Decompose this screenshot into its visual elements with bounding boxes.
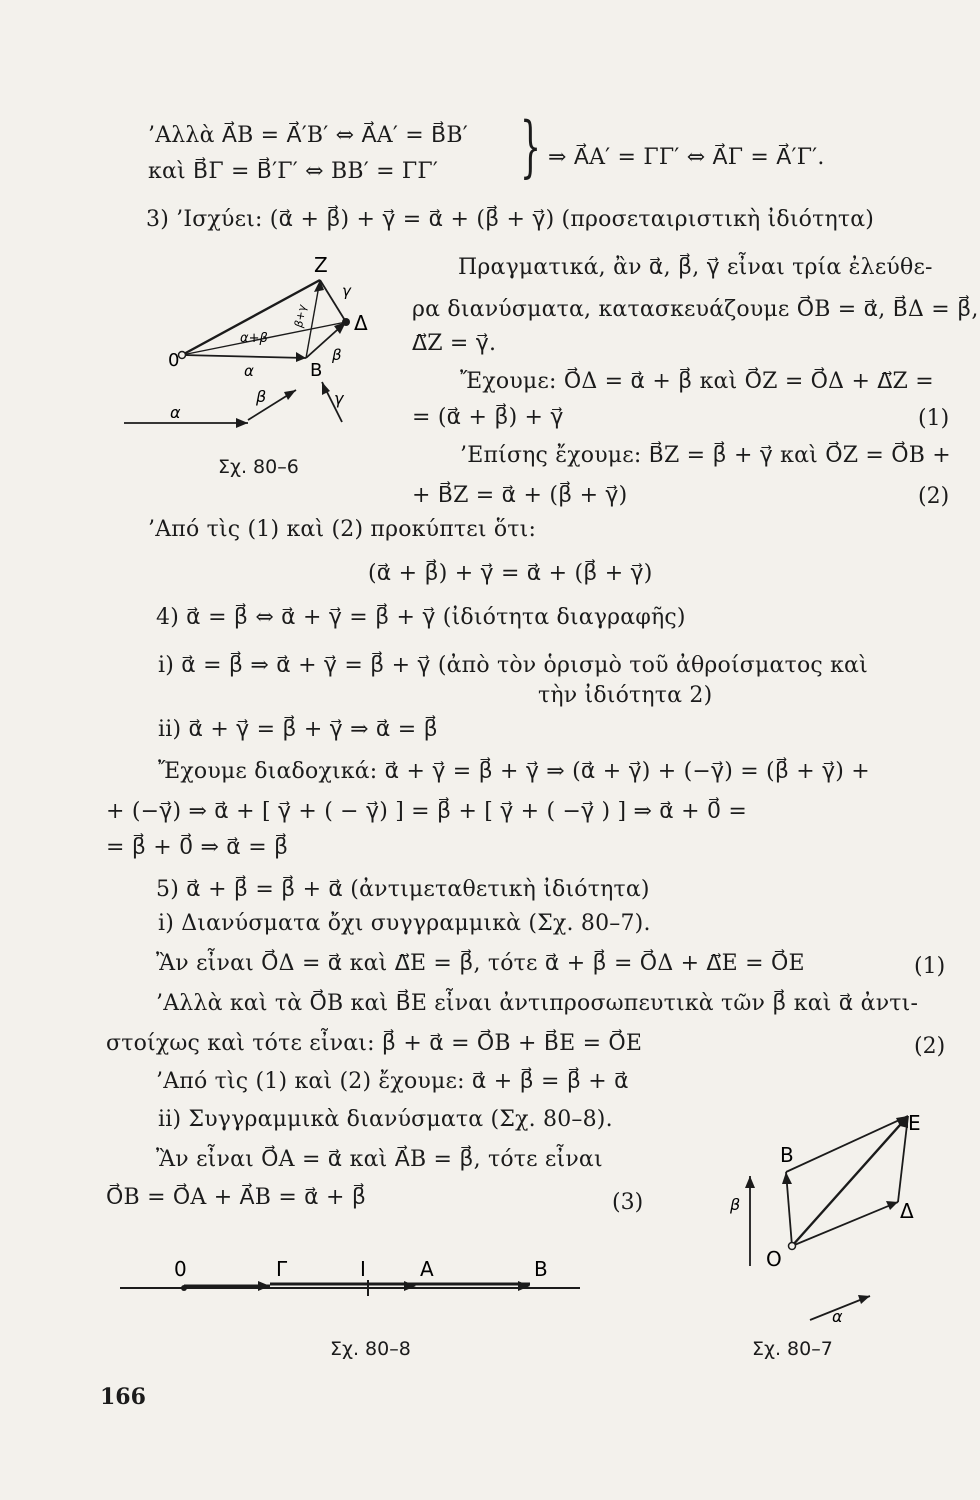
label-b-8: B [534,1257,548,1281]
text-line-9: ’Επίσης ἔχουμε: B⃗Z = β⃗ + γ⃗ καὶ O⃗Z = O⃗B + [460,443,951,468]
figure-80-6 [110,250,490,490]
text-line-25: ’Από τὶς (1) καὶ (2) ἔχουμε: α⃗ + β⃗ = β⃗ + α⃗ [156,1069,629,1094]
text-line-3: 3) ’Ισχύει: (α⃗ + β⃗) + γ⃗ = α⃗ + (β⃗ + γ⃗) (προσεταιριστικὴ ἰδιότητα) [146,207,875,232]
label-z: Z [314,253,328,277]
label-beta: β [332,346,342,364]
figure-80-6-caption: Σχ. 80–6 [218,456,299,478]
label-alpha-7: α [832,1307,843,1326]
equation-number-2b: (2) [914,1034,946,1059]
page-number: 166 [100,1384,146,1410]
text-line-4: Πραγματικά, ἂν α⃗, β⃗, γ⃗ εἶναι τρία ἐλεύθε- [458,255,933,280]
label-o-8: 0 [174,1257,187,1281]
text-line-7: Ἔχουμε: O⃗Δ = α⃗ + β⃗ καὶ O⃗Z = O⃗Δ + Δ⃗Z = [460,369,934,394]
point-o-7 [789,1243,796,1250]
figure-80-7-caption: Σχ. 80–7 [752,1338,833,1360]
label-free-gamma: γ [334,389,344,408]
label-alpha: α [244,362,254,380]
text-line-14: i) α⃗ = β⃗ ⇒ α⃗ + γ⃗ = β⃗ + γ⃗ (ἀπὸ τὸν ὁρισμὸ τοῦ ἀθροίσματος καὶ [158,653,868,678]
label-gamma: γ [342,282,351,300]
text-line-15: τὴν ἰδιότητα 2) [538,683,713,708]
text-line-6: Δ⃗Z = γ⃗. [412,331,497,356]
text-line-20: 5) α⃗ + β⃗ = β⃗ + α⃗ (ἀντιμεταθετικὴ ἰδιότητα) [156,877,650,902]
brace: } [520,108,541,185]
label-delta: Δ [354,311,368,335]
text-line-21: i) Διανύσματα ὄχι συγγραμμικὰ (Σχ. 80–7). [158,911,651,936]
label-delta-7: Δ [900,1199,914,1223]
text-line-13: 4) α⃗ = β⃗ ⇔ α⃗ + γ⃗ = β⃗ + γ⃗ (ἰδιότητα διαγραφῆς) [156,605,686,630]
text-line-22: Ἂν εἶναι O⃗Δ = α⃗ καὶ Δ⃗E = β⃗, τότε α⃗ + β⃗ = O⃗Δ + Δ⃗E = O⃗E [156,951,805,976]
equation-number-3: (3) [612,1190,644,1215]
text-line-24: στοίχως καὶ τότε εἶναι: β⃗ + α⃗ = O⃗B + B⃗E = O⃗E [106,1031,643,1056]
text-line-19: = β⃗ + 0⃗ ⇒ α⃗ = β⃗ [106,835,289,860]
text-line-10: + B⃗Z = α⃗ + (β⃗ + γ⃗) [412,483,628,508]
text-line-28: O⃗B = O⃗A + A⃗B = α⃗ + β⃗ [106,1185,367,1210]
text-line-1: ’Αλλὰ A⃗B = A⃗′B′ ⇔ A⃗A′ = B⃗B′ [148,123,468,148]
point-o [179,352,186,359]
text-line-2: καὶ B⃗Γ = B⃗′Γ′ ⇔ BB′ = ΓΓ′ [148,159,439,184]
label-b-7: B [780,1143,794,1167]
label-free-alpha: α [170,403,181,422]
text-line-23: ’Αλλὰ καὶ τὰ O⃗B καὶ B⃗E εἶναι ἀντιπροσωπευτικὰ τῶν β⃗ καὶ α⃗ ἀντι- [156,991,919,1016]
equation-number-2: (2) [918,484,950,509]
figure-80-8 [110,1250,590,1330]
equation-number-1b: (1) [914,954,946,979]
figure-80-7 [720,1100,950,1360]
text-line-11: ’Από τὶς (1) καὶ (2) προκύπτει ὅτι: [148,517,537,542]
text-line-8: = (α⃗ + β⃗) + γ⃗ [412,405,564,430]
text-line-5: ρα διανύσματα, κατασκευάζουμε O⃗B = α⃗, B⃗Δ = β⃗, [412,297,979,322]
text-line-12: (α⃗ + β⃗) + γ⃗ = α⃗ + (β⃗ + γ⃗) [368,561,653,586]
label-alpha-plus-beta: α+β [240,331,268,346]
label-gamma-point-8: Γ [276,1257,288,1281]
equation-number-1: (1) [918,406,950,431]
text-line-17: Ἔχουμε διαδοχικά: α⃗ + γ⃗ = β⃗ + γ⃗ ⇒ (α⃗ + γ⃗) + (−γ⃗) = (β⃗ + γ⃗) + [158,759,870,784]
text-line-26: ii) Συγγραμμικὰ διανύσματα (Σχ. 80–8). [158,1107,613,1132]
text-line-16: ii) α⃗ + γ⃗ = β⃗ + γ⃗ ⇒ α⃗ = β⃗ [158,717,438,742]
label-b: B [310,360,323,381]
label-i-8: I [360,1257,366,1281]
label-e: E [908,1111,921,1135]
label-o-7: O [766,1247,782,1271]
label-free-beta: β [256,387,267,406]
label-a-8: A [420,1257,434,1281]
label-beta-plus-gamma: β+γ [292,303,309,329]
figure-80-8-caption: Σχ. 80–8 [330,1338,411,1360]
brace-result-line: ⇒ A⃗A′ = ΓΓ′ ⇔ A⃗Γ = A⃗′Γ′. [548,145,825,170]
label-beta-7: β [730,1195,741,1214]
label-origin: 0 [168,350,180,371]
text-line-27: Ἂν εἶναι O⃗A = α⃗ καὶ A⃗B = β⃗, τότε εἶναι [156,1147,603,1172]
text-line-18: + (−γ⃗) ⇒ α⃗ + [ γ⃗ + ( − γ⃗) ] = β⃗ + [ γ⃗ + ( −γ⃗ ) ] ⇒ α⃗ + 0⃗ = [106,799,748,824]
